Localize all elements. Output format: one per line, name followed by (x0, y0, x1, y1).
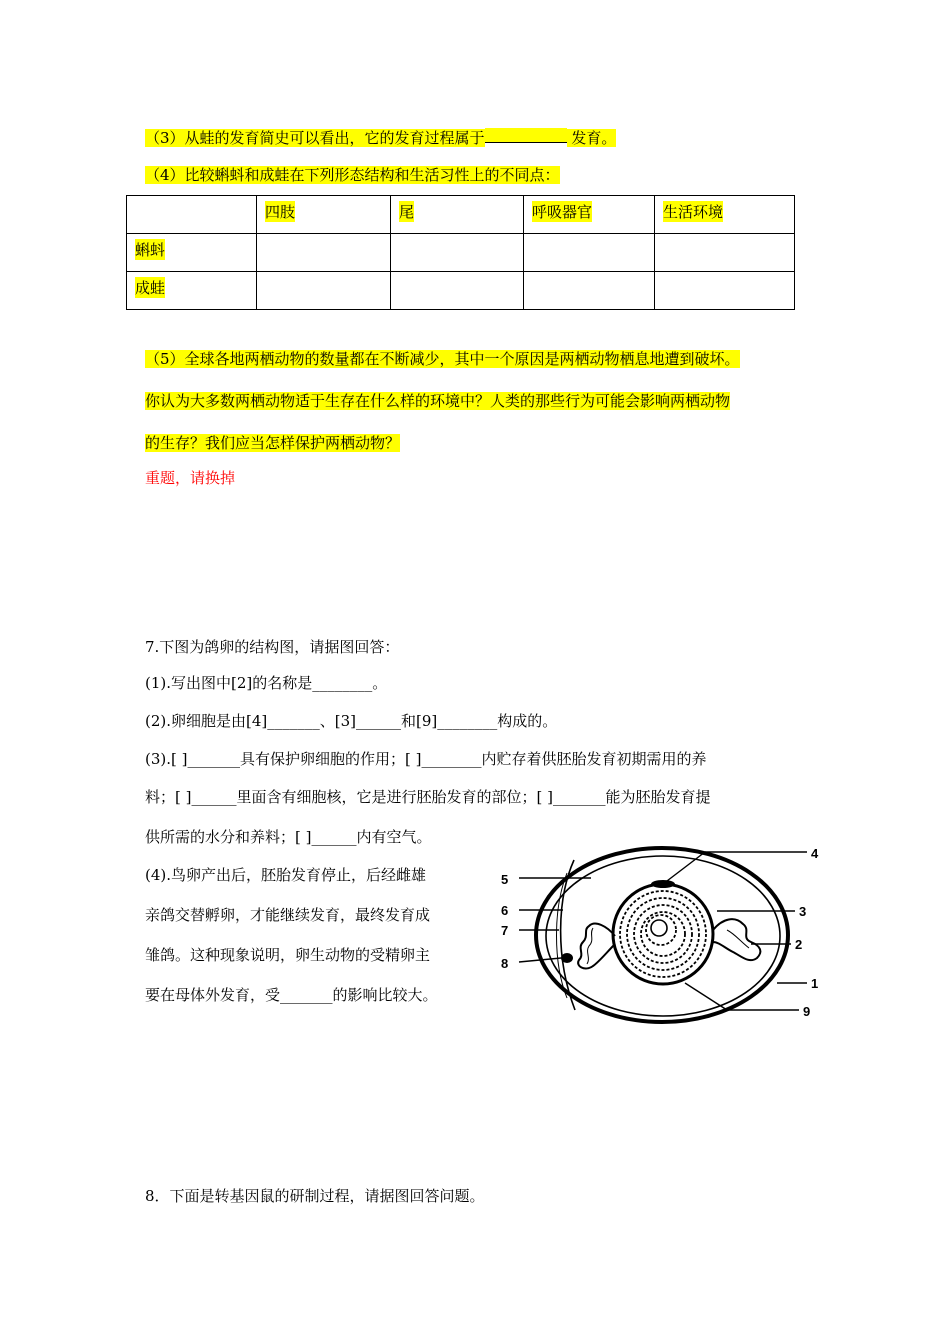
question-7-title: 7.下图为鸽卵的结构图，请据图回答： (145, 638, 400, 656)
question-7-3-cont: 料；[ ]______里面含有细胞核，它是进行胚胎发育的部位；[ ]_______能为胚胎发育提 (145, 788, 711, 806)
question-5-line2: 你认为大多数两栖动物适于生存在什么样的环境中？人类的那些行为可能会影响两栖动物 (145, 392, 731, 410)
chalaza-knot (561, 953, 573, 963)
table-header-habitat: 生活环境 (655, 196, 795, 234)
question-3 (145, 127, 616, 148)
question-7-1: (1).写出图中[2]的名称是________。 (145, 674, 388, 692)
row-label-tadpole: 蝌蚪 (127, 234, 257, 272)
table-header-respiratory: 呼吸器官 (524, 196, 655, 234)
label-1: 1 (811, 976, 819, 991)
table-header-row (127, 196, 795, 234)
table-cell (391, 272, 524, 310)
table-cell (524, 234, 655, 272)
question-7-4-cont3: 要在母体外发育，受_______的影响比较大。 (145, 986, 438, 1004)
label-7: 7 (501, 923, 509, 938)
label-6: 6 (501, 903, 509, 918)
table-header-tail: 尾 (391, 196, 524, 234)
label-3: 3 (799, 904, 807, 919)
question-7-4: (4).鸟卵产出后，胚胎发育停止，后经雌雄 (145, 866, 427, 884)
answer-blank (485, 128, 567, 143)
question-4-text: （4）比较蝌蚪和成蛙在下列形态结构和生活习性上的不同点： (145, 166, 560, 184)
editor-note: 重题，请换掉 (145, 469, 236, 487)
label-5: 5 (501, 872, 509, 887)
table-cell (257, 234, 391, 272)
question-3-text: （3）从蛙的发育简史可以看出，它的发育过程属于 (145, 129, 485, 147)
label-9: 9 (803, 1004, 811, 1019)
table-cell (257, 272, 391, 310)
label-4: 4 (811, 846, 819, 861)
label-2: 2 (795, 937, 803, 952)
table-cell (127, 196, 257, 234)
question-7-3-end: 供所需的水分和养料；[ ]______内有空气。 (145, 828, 432, 846)
question-7-2: (2).卵细胞是由[4]_______、[3]______和[9]________构成的。 (145, 712, 558, 730)
chalaza-left (578, 924, 615, 969)
table-header-limbs: 四肢 (257, 196, 391, 234)
table-row (127, 272, 795, 310)
table-cell (655, 272, 795, 310)
row-label-frog: 成蛙 (127, 272, 257, 310)
question-7-3: (3).[ ]_______具有保护卵细胞的作用；[ ]________内贮存着供胚胎发育初期需用的养 (145, 750, 707, 768)
question-5-line3: 的生存？我们应当怎样保护两栖动物？ (145, 434, 401, 452)
label-8: 8 (501, 956, 509, 971)
question-7-4-cont2: 雏鸽。这种现象说明，卵生动物的受精卵主 (145, 946, 431, 964)
comparison-table (126, 195, 795, 310)
question-4 (145, 164, 560, 185)
table-cell (391, 234, 524, 272)
table-row (127, 234, 795, 272)
question-5-line1: （5）全球各地两栖动物的数量都在不断减少，其中一个原因是两栖动物栖息地遭到破坏。 (145, 350, 740, 368)
table-cell (655, 234, 795, 272)
question-3-suffix: 发育。 (566, 129, 617, 147)
pigeon-egg-diagram (495, 838, 830, 1033)
question-7-4-cont1: 亲鸽交替孵卵，才能继续发育，最终发育成 (145, 906, 431, 924)
table-cell (524, 272, 655, 310)
question-8-title: 8．下面是转基因鼠的研制过程，请据图回答问题。 (145, 1187, 485, 1205)
chalaza-right (713, 919, 760, 960)
